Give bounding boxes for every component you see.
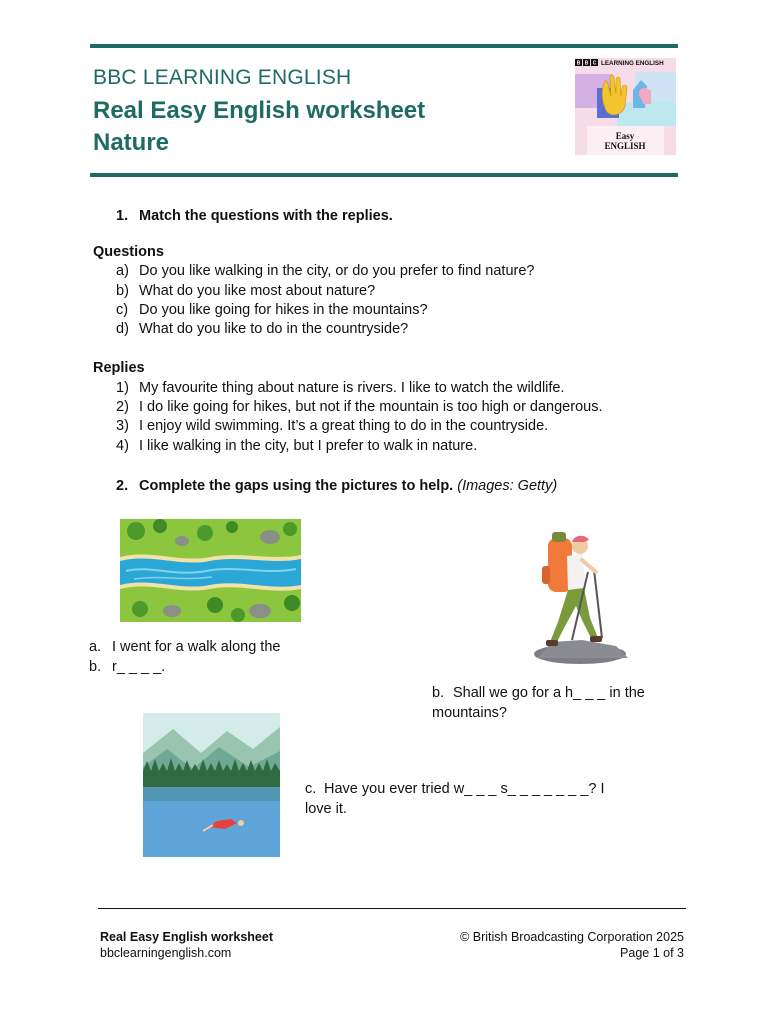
task1-instruction: Match the questions with the replies.	[139, 208, 393, 224]
footer-rule	[98, 908, 686, 909]
worksheet-title	[93, 95, 425, 159]
svg-text:C: C	[592, 60, 597, 67]
worksheet-title-line1: Real Easy English worksheet	[93, 97, 426, 124]
item-b-line1: Shall we go for a h_ _ _ in the	[453, 685, 645, 701]
reply-text: My favourite thing about nature is rivers. I like to watch the wildlife.	[139, 380, 565, 396]
reply-label: 1)	[116, 380, 129, 396]
question-text: What do you like most about nature?	[139, 283, 376, 299]
question-label: b)	[116, 283, 129, 299]
reply-label: 3)	[116, 418, 129, 434]
reply-text: I like walking in the city, but I prefer to walk in nature.	[139, 438, 478, 454]
questions-heading: Questions	[93, 244, 164, 260]
footer-url[interactable]: bbclearningenglish.com	[100, 946, 232, 960]
reply-label: 4)	[116, 438, 129, 454]
task2-image-credit: (Images: Getty)	[457, 478, 558, 494]
header-top-rule	[90, 44, 678, 48]
question-text: Do you like walking in the city, or do you prefer to find nature?	[139, 263, 535, 279]
svg-text:LEARNING ENGLISH: LEARNING ENGLISH	[601, 60, 664, 67]
item-a-line2: r_ _ _ _.	[112, 659, 166, 675]
reply-text: I do like going for hikes, but not if the mountain is too high or dangerous.	[139, 399, 603, 415]
lake-swimmer-illustration	[143, 713, 280, 857]
reply-text: I enjoy wild swimming. It’s a great thing to do in the countryside.	[139, 418, 549, 434]
task2-instruction: Complete the gaps using the pictures to help.	[139, 478, 454, 494]
question-label: c)	[116, 302, 129, 318]
task2-instruction-line	[139, 477, 557, 497]
hiker-illustration	[512, 526, 642, 668]
question-text: What do you like to do in the countryside?	[139, 321, 409, 337]
replies-heading: Replies	[93, 360, 145, 376]
footer-copyright: © British Broadcasting Corporation 2025	[460, 930, 684, 944]
svg-text:B: B	[584, 60, 589, 67]
footer-page-number: Page 1 of 3	[620, 946, 684, 960]
question-label: a)	[116, 263, 129, 279]
bbc-learning-english-logo	[575, 58, 676, 155]
footer-title: Real Easy English worksheet	[100, 930, 273, 944]
header-bottom-rule	[90, 173, 678, 177]
item-b-label: b.	[432, 685, 445, 701]
river-illustration	[120, 519, 301, 622]
item-a-label: a.	[89, 639, 102, 655]
reply-label: 2)	[116, 399, 129, 415]
brand-name: BBC LEARNING ENGLISH	[93, 66, 352, 89]
task2-number: 2.	[116, 478, 129, 494]
svg-text:B: B	[576, 60, 581, 67]
question-label: d)	[116, 321, 129, 337]
item-c-label: c.	[305, 781, 317, 797]
svg-text:Easy: Easy	[615, 131, 635, 141]
question-text: Do you like going for hikes in the mountains?	[139, 302, 428, 318]
item-a-line1: I went for a walk along the	[112, 639, 281, 655]
item-c-line1: Have you ever tried w_ _ _ s_ _ _ _ _ _ _? I	[324, 781, 605, 797]
item-b-line2: mountains?	[432, 705, 507, 721]
item-a-label-b: b.	[89, 659, 102, 675]
task1-number: 1.	[116, 208, 129, 224]
svg-text:ENGLISH: ENGLISH	[604, 141, 646, 151]
item-c-line2: love it.	[305, 801, 347, 817]
worksheet-title-line2: Nature	[93, 129, 170, 156]
